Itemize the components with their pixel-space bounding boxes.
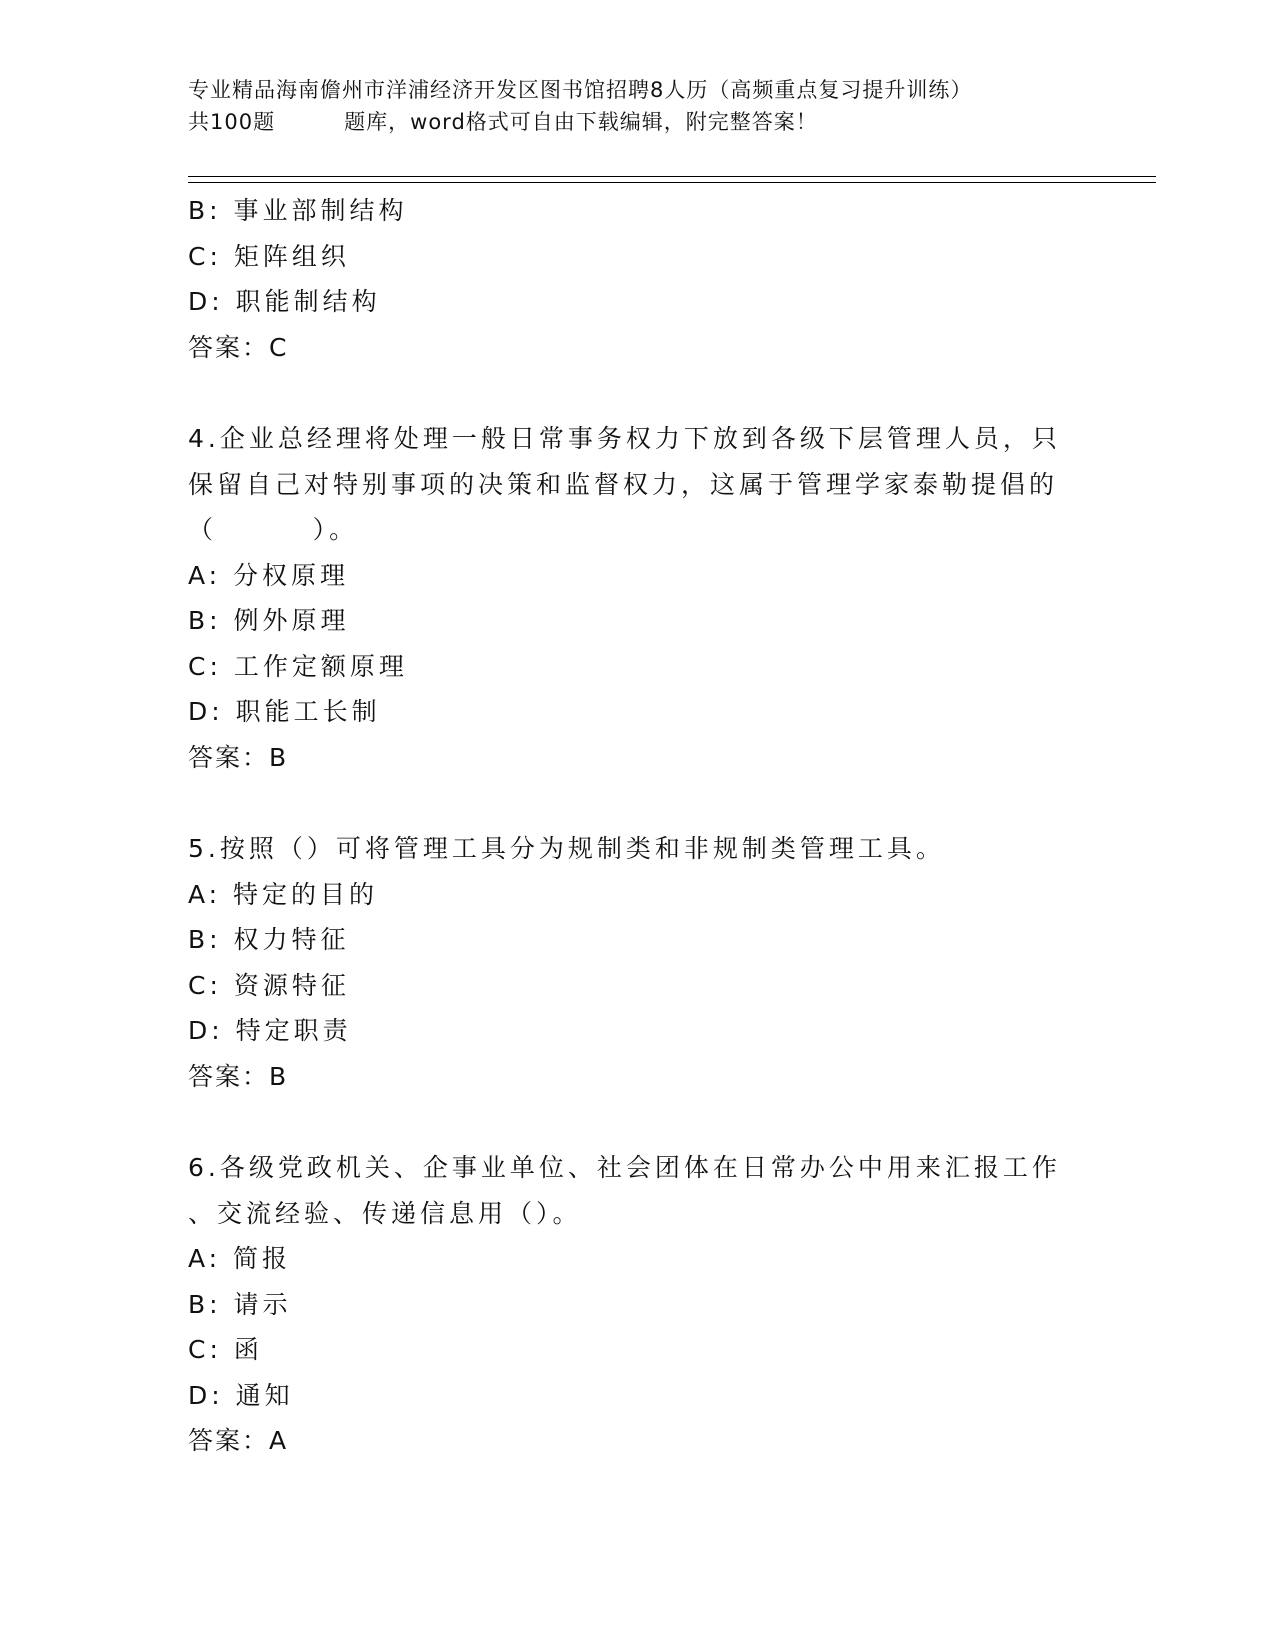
option-c: C: 资源特征 — [188, 970, 350, 1000]
option-d: D: 通知 — [188, 1380, 294, 1410]
option-b: B: 例外原理 — [188, 606, 350, 635]
question-6 — [188, 1145, 1088, 1464]
option-b: B: 权力特征 — [188, 925, 350, 954]
question-stem-line: 4.企业总经理将处理一般日常事务权力下放到各级下层管理人员，只 — [188, 424, 1061, 453]
header-divider-bottom — [188, 182, 1156, 183]
question-stem-line: 5.按照（）可将管理工具分为规制类和非规制类管理工具。 — [188, 834, 945, 863]
answer-line: 答案：B — [188, 742, 289, 772]
question-list — [188, 188, 1088, 1464]
option-a: A: 特定的目的 — [188, 879, 379, 909]
option-c: C: 函 — [188, 1335, 263, 1364]
header-divider-top — [188, 176, 1156, 177]
header-title-line-2: 共100题 题库，word格式可自由下载编辑，附完整答案！ — [188, 110, 818, 134]
option-b: B: 请示 — [188, 1289, 292, 1319]
question-stem-line: 保留自己对特别事项的决策和监督权力，这属于管理学家泰勒提倡的 — [188, 469, 1059, 499]
question-stem-line: 6.各级党政机关、企事业单位、社会团体在日常办公中用来汇报工作 — [188, 1153, 1061, 1182]
option-c: C: 工作定额原理 — [188, 651, 408, 681]
option-d: D: 特定职责 — [188, 1016, 352, 1045]
question-3-tail — [188, 188, 1088, 370]
option-d: D: 职能制结构 — [188, 287, 381, 316]
option-d: D: 职能工长制 — [188, 697, 381, 726]
document-header — [188, 74, 1088, 138]
question-stem-line: （ ）。 — [188, 515, 359, 544]
answer-line: 答案：A — [188, 1426, 289, 1455]
option-a: A: 分权原理 — [188, 560, 350, 590]
header-title-line-1: 专业精品海南儋州市洋浦经济开发区图书馆招聘8人历（高频重点复习提升训练） — [188, 78, 973, 102]
question-5 — [188, 826, 1088, 1099]
option-a: A: 简报 — [188, 1244, 292, 1273]
question-stem-line: 、交流经验、传递信息用（）。 — [188, 1198, 582, 1228]
option-b: B: 事业部制结构 — [188, 196, 408, 225]
answer-line: 答案：C — [188, 332, 289, 362]
question-4 — [188, 416, 1088, 780]
answer-line: 答案：B — [188, 1061, 289, 1091]
option-c: C: 矩阵组织 — [188, 241, 350, 271]
